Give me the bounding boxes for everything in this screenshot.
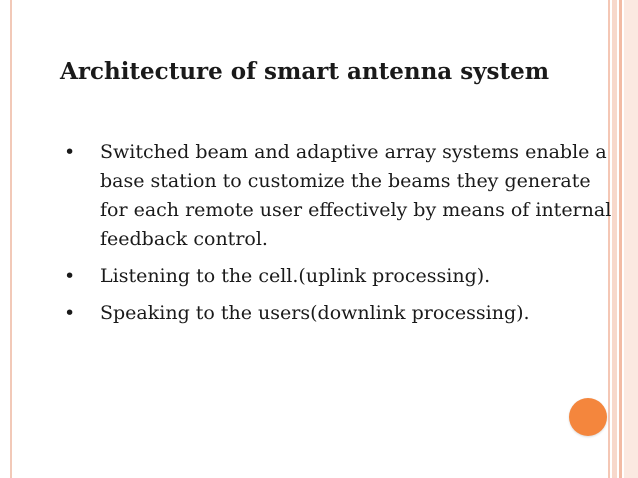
bullet-item [56, 138, 616, 254]
orange-circle-icon [569, 398, 607, 436]
bullet-text: Speaking to the users(downlink processing). [100, 302, 530, 324]
stripe [619, 0, 622, 478]
bullet-item [56, 299, 616, 328]
bullet-icon: • [64, 141, 76, 163]
bullet-icon: • [64, 265, 76, 287]
bullet-text: Switched beam and adaptive array systems enable a base station to customize the beams they generate for each remote user effectively by means of internal feedback control. [100, 141, 612, 250]
bullet-list [56, 138, 616, 336]
left-border-line [10, 0, 12, 478]
bullet-text: Listening to the cell.(uplink processing). [100, 265, 491, 287]
bullet-item [56, 262, 616, 291]
slide-title: Architecture of smart antenna system [60, 58, 550, 85]
stripe [624, 0, 638, 478]
bullet-icon: • [64, 302, 76, 324]
